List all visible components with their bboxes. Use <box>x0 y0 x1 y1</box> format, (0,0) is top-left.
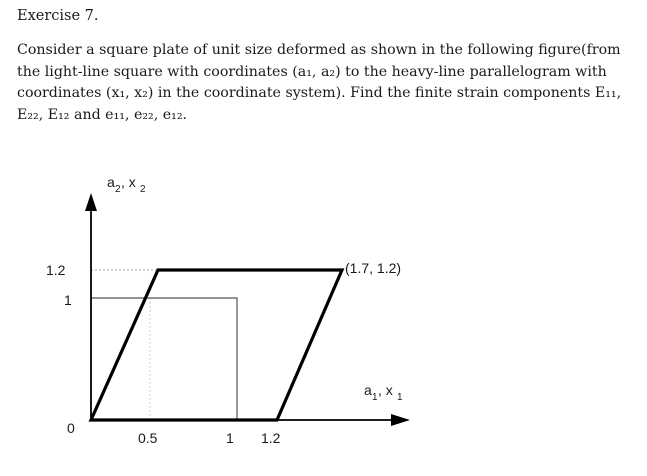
x-label-a: a <box>364 382 372 398</box>
y-tick-1: 1 <box>64 292 72 308</box>
light-line-square <box>91 298 237 420</box>
x-axis-label <box>364 382 403 403</box>
x-label-a-sub: 1 <box>372 392 378 403</box>
x-label-x-sub: 1 <box>397 392 403 403</box>
exercise-title: Exercise 7. <box>17 8 99 24</box>
y-label-a: a <box>107 174 115 190</box>
problem-line-2: the light-line square with coordinates (a₁, a₂) to the heavy-line parallelogram with <box>17 63 607 80</box>
x-tick-0-5: 0.5 <box>138 430 158 446</box>
problem-line-3: coordinates (x₁, x₂) in the coordinate system). Find the finite strain components E₁₁, <box>17 85 622 101</box>
x-tick-1: 1 <box>226 430 234 446</box>
problem-line-4: E₂₂, E₁₂ and e₁₁, e₂₂, e₁₂. <box>17 106 188 123</box>
y-tick-1-2: 1.2 <box>46 262 66 278</box>
y-label-sep: , x <box>121 174 136 190</box>
y-tick-0: 0 <box>67 420 75 436</box>
x-tick-1-2: 1.2 <box>261 430 281 446</box>
problem-line-1: Consider a square plate of unit size deformed as shown in the following figure(from <box>17 42 621 58</box>
heavy-line-parallelogram <box>91 270 342 420</box>
x-axis-arrow-icon <box>391 414 410 426</box>
x-label-sep: , x <box>378 382 393 398</box>
y-axis-arrow-icon <box>85 193 97 211</box>
corner-coordinate-label: (1.7, 1.2) <box>345 260 402 276</box>
y-axis-label <box>107 174 146 195</box>
y-label-a-sub: 2 <box>115 184 121 195</box>
y-label-x-sub: 2 <box>140 184 146 195</box>
